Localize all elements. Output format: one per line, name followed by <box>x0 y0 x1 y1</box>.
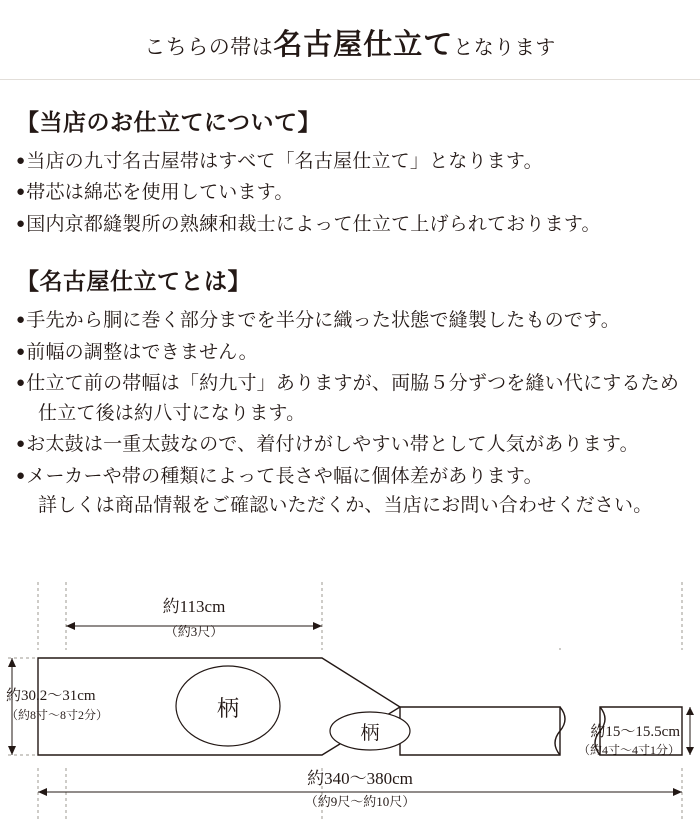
dim-top-main: 約113cm <box>162 597 226 616</box>
list-item <box>16 462 684 521</box>
bullet-icon: ● <box>16 467 26 484</box>
bullet-list-1 <box>16 147 684 239</box>
bullet-icon: ● <box>16 153 26 169</box>
dim-left-main: 約30.2〜31cm <box>6 688 96 704</box>
list-item <box>16 430 684 459</box>
obi-dimension-diagram <box>0 570 700 840</box>
title-prefix: こちらの帯は <box>144 35 274 59</box>
pattern-label-2: 柄 <box>360 723 380 744</box>
pattern-label-1: 柄 <box>216 696 240 721</box>
bullet-icon: ● <box>16 215 26 232</box>
list-item-text: 手先から胴に巻く部分までを半分に織った状態で縫製したものです。 <box>26 310 620 332</box>
list-item-text: 帯芯は綿芯を使用しています。 <box>26 182 294 204</box>
bullet-icon: ● <box>16 343 26 360</box>
list-item <box>16 210 684 239</box>
list-item <box>16 369 684 428</box>
list-item-text: 国内京都縫製所の熟練和裁士によって仕立て上げられております。 <box>26 213 601 235</box>
section-heading-1: 【当店のお仕立てについて】 <box>16 110 322 135</box>
section-heading-2: 【名古屋仕立てとは】 <box>16 269 251 295</box>
bullet-icon: ● <box>16 184 26 201</box>
dim-far-right-sub: （約4寸〜4寸1分） <box>577 743 680 757</box>
list-item-text: 当店の九寸名古屋帯はすべて「名古屋仕立て」となります。 <box>26 151 543 172</box>
list-item <box>16 306 684 335</box>
page-title <box>0 22 700 63</box>
dim-bottom-main: 約340〜380cm <box>307 769 413 788</box>
page-title-area <box>0 0 700 80</box>
dim-top-sub: （約3尺） <box>164 624 224 639</box>
section-shop-tailoring <box>0 104 700 239</box>
list-item-text: 仕立て前の帯幅は「約九寸」ありますが、両脇５分ずつを縫い代にするため <box>26 373 680 395</box>
list-item-text: メーカーや帯の種類によって長さや幅に個体差があります。 <box>26 465 543 487</box>
list-item-continuation: 仕立て後は約八寸になります。 <box>38 402 306 424</box>
title-suffix: となります <box>453 37 556 59</box>
dim-bottom-sub: （約9尺〜約10尺） <box>304 794 416 809</box>
list-item <box>16 178 684 207</box>
list-item-text: 前幅の調整はできません。 <box>26 341 258 363</box>
list-item <box>16 338 684 367</box>
bullet-list-2 <box>16 306 684 520</box>
bullet-icon: ● <box>16 436 26 453</box>
dim-left-sub: （約8寸〜8寸2分） <box>6 708 109 722</box>
bullet-icon: ● <box>16 375 26 392</box>
list-item-text: お太鼓は一重太鼓なので、着付けがしやすい帯として人気があります。 <box>26 434 639 456</box>
section-nagoya-definition <box>0 263 700 520</box>
list-item-continuation: 詳しくは商品情報をご確認いただくか、当店にお問い合わせください。 <box>38 494 653 516</box>
list-item <box>16 147 684 176</box>
dim-far-right-main: 約15〜15.5cm <box>590 724 680 740</box>
title-emphasis: 名古屋仕立て <box>273 29 454 61</box>
bullet-icon: ● <box>16 312 26 329</box>
